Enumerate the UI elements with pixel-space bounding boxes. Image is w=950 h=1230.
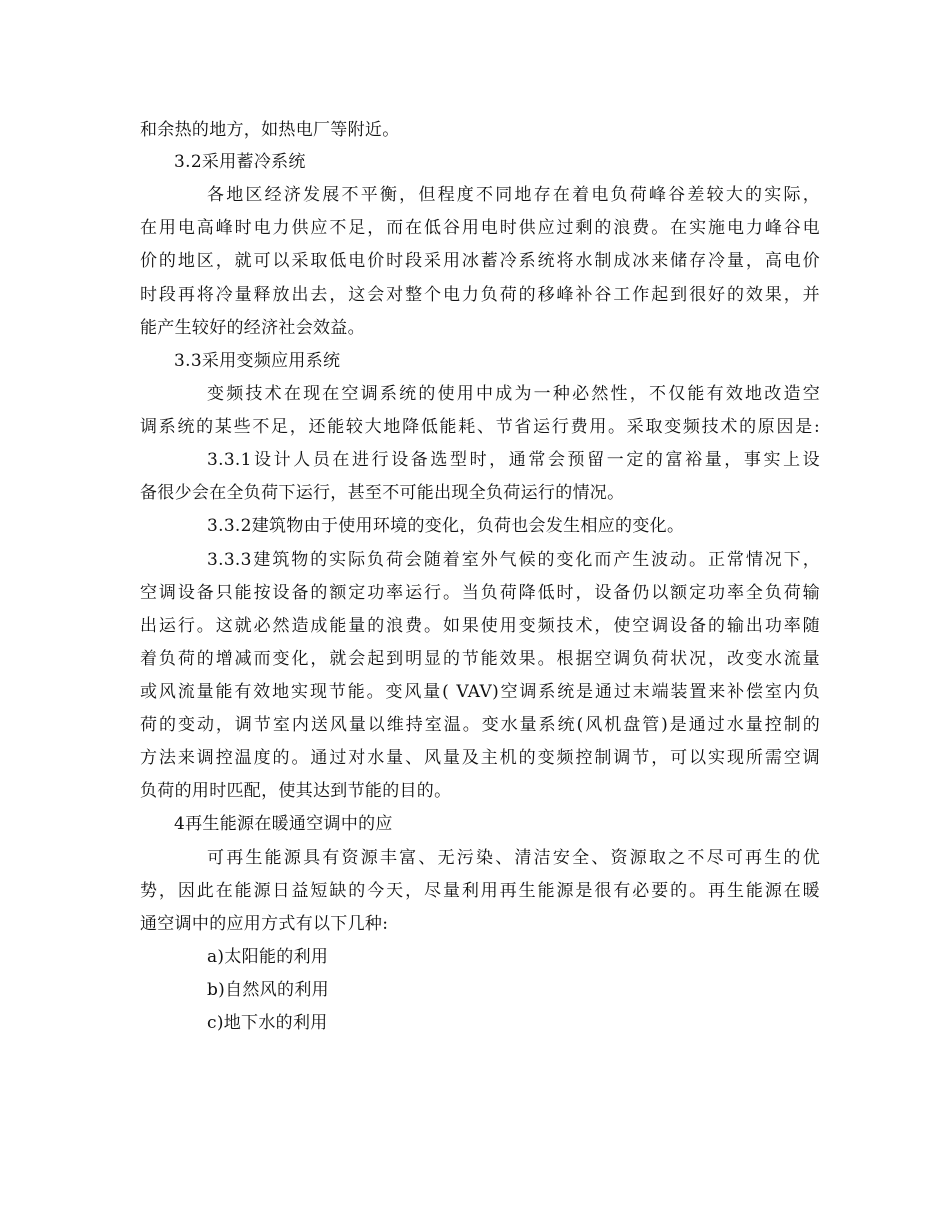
paragraph-line: 或风流量能有效地实现节能。变风量( VAV)空调系统是通过末端装置来补偿室内负 <box>140 682 820 702</box>
paragraph-line: 各地区经济发展不平衡，但程度不同地存在着电负荷峰谷差较大的实际， <box>207 185 820 205</box>
paragraph-line: 通空调中的应用方式有以下几种: <box>140 914 389 934</box>
paragraph-line: 变频技术在现在空调系统的使用中成为一种必然性，不仅能有效地改造空 <box>207 384 820 404</box>
paragraph-line: 着负荷的增减而变化，就会起到明显的节能效果。根据空调负荷状况，改变水流量 <box>140 649 820 669</box>
paragraph-line: 方法来调控温度的。通过对水量、风量及主机的变频控制调节，可以实现所需空调 <box>140 748 820 768</box>
paragraph-line: 时段再将冷量释放出去，这会对整个电力负荷的移峰补谷工作起到很好的效果，并 <box>140 285 820 305</box>
paragraph-line: 空调设备只能按设备的额定功率运行。当负荷降低时，设备仍以额定功率全负荷输 <box>140 583 820 603</box>
section-heading-3-3: 3.3采用变频应用系统 <box>174 351 341 371</box>
paragraph-line: 价的地区，就可以采取低电价时段采用冰蓄冷系统将水制成冰来储存冷量，高电价 <box>140 251 820 271</box>
list-item: c)地下水的利用 <box>207 1013 328 1033</box>
paragraph-line: 势，因此在能源日益短缺的今天，尽量利用再生能源是很有必要的。再生能源在暖 <box>140 881 820 901</box>
paragraph-line: 3.3.3建筑物的实际负荷会随着室外气候的变化而产生波动。正常情况下， <box>207 550 820 570</box>
paragraph-line: 3.3.2建筑物由于使用环境的变化，负荷也会发生相应的变化。 <box>207 516 685 536</box>
paragraph-line: 3.3.1设计人员在进行设备选型时，通常会预留一定的富裕量，事实上设 <box>207 450 820 470</box>
section-heading-3-2: 3.2采用蓄冷系统 <box>174 152 306 172</box>
section-heading-4: 4再生能源在暖通空调中的应 <box>174 814 393 834</box>
paragraph-line: 和余热的地方，如热电厂等附近。 <box>140 120 400 140</box>
list-item: a)太阳能的利用 <box>207 947 329 967</box>
paragraph-line: 在用电高峰时电力供应不足，而在低谷用电时供应过剩的浪费。在实施电力峰谷电 <box>140 218 820 238</box>
paragraph-line: 能产生较好的经济社会效益。 <box>140 318 365 338</box>
paragraph-line: 负荷的用时匹配，使其达到节能的目的。 <box>140 781 452 801</box>
paragraph-line: 调系统的某些不足，还能较大地降低能耗、节省运行费用。采取变频技术的原因是: <box>140 417 820 437</box>
paragraph-line: 出运行。这就必然造成能量的浪费。如果使用变频技术，使空调设备的输出功率随 <box>140 616 820 636</box>
paragraph-line: 备很少会在全负荷下运行，甚至不可能出现全负荷运行的情况。 <box>140 483 625 503</box>
paragraph-line: 可再生能源具有资源丰富、无污染、清洁安全、资源取之不尽可再生的优 <box>207 848 820 868</box>
paragraph-line: 荷的变动，调节室内送风量以维持室温。变水量系统(风机盘管)是通过水量控制的 <box>140 715 820 735</box>
list-item: b)自然风的利用 <box>207 980 329 1000</box>
